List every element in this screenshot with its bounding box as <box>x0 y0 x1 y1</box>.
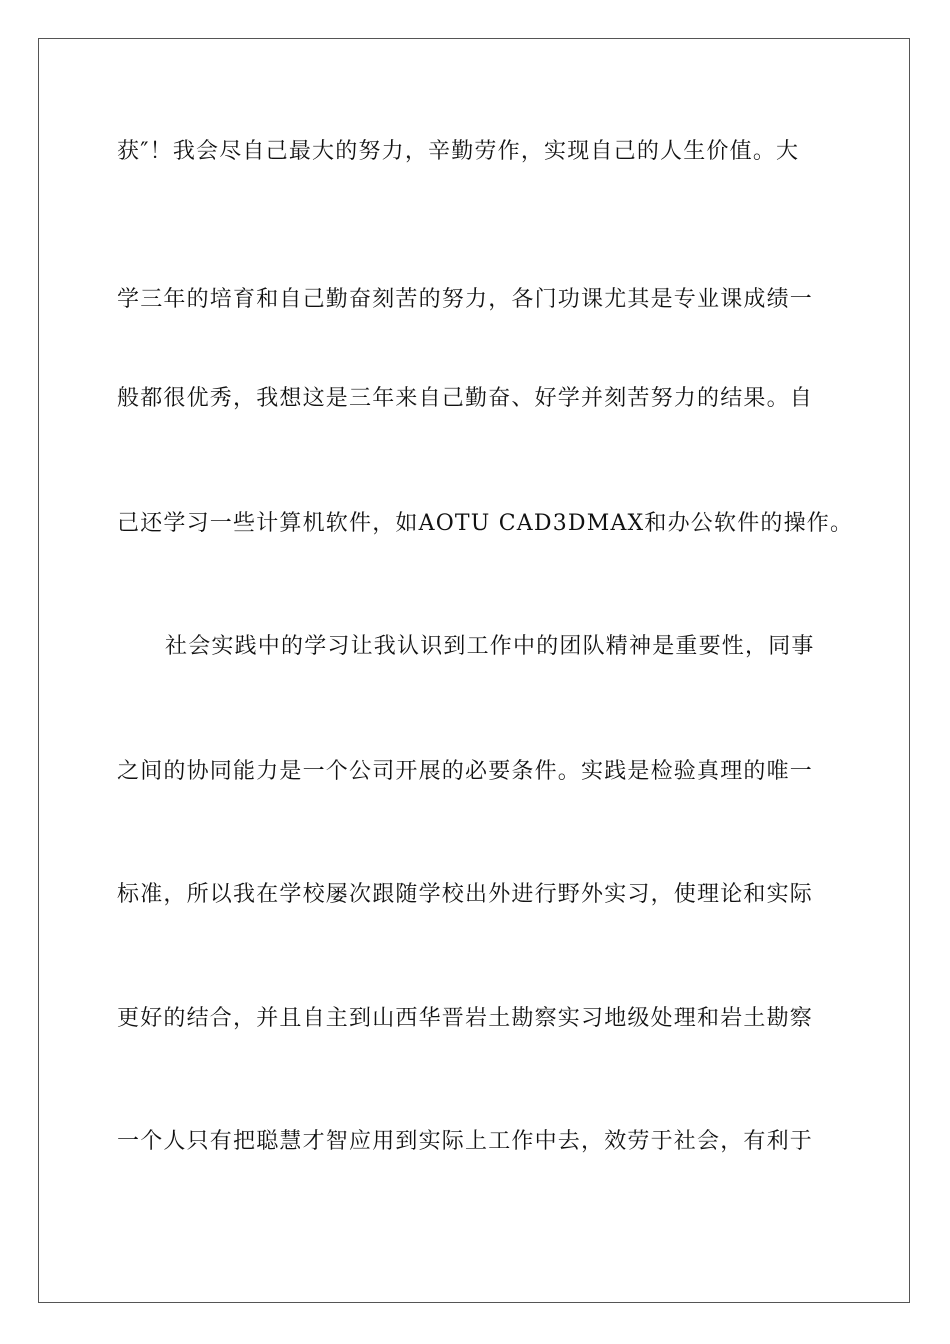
paragraph-first-line: 社会实践中的学习让我认识到工作中的团队精神是重要性，同事 <box>165 634 815 659</box>
text-line: 之间的协同能力是一个公司开展的必要条件。实践是检验真理的唯一 <box>117 759 814 784</box>
text-line: 般都很优秀，我想这是三年来自己勤奋、好学并刻苦努力的结果。自 <box>117 386 814 411</box>
page-border <box>38 38 910 1303</box>
text-line: 获″！我会尽自己最大的努力，辛勤劳作，实现自己的人生价值。大 <box>117 139 800 164</box>
text-line: 己还学习一些计算机软件，如AOTU CAD3DMAX和办公软件的操作。 <box>117 511 854 536</box>
text-line: 学三年的培育和自己勤奋刻苦的努力，各门功课尤其是专业课成绩一 <box>117 287 814 312</box>
text-line: 一个人只有把聪慧才智应用到实际上工作中去，效劳于社会，有利于 <box>117 1129 814 1154</box>
text-line: 标准，所以我在学校屡次跟随学校出外进行野外实习，使理论和实际 <box>117 882 814 907</box>
text-line: 更好的结合，并且自主到山西华晋岩土勘察实习地级处理和岩土勘察 <box>117 1006 814 1031</box>
